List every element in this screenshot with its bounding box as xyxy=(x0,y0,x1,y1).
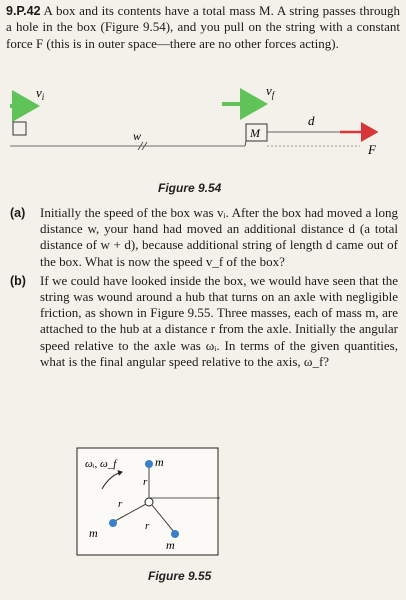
label-r-bottom: r xyxy=(145,520,150,532)
label-w: w xyxy=(133,129,142,143)
label-m-top: m xyxy=(155,455,164,469)
label-m-bottom: m xyxy=(166,538,175,552)
part-a-text: Initially the speed of the box was vᵢ. After the box had moved a long distance w, your hand had moved an additional distance d (a total distance of w + d), because additional string of length d came out of the box. What is now the speed v_f of the box? xyxy=(40,205,398,269)
label-r-left: r xyxy=(118,498,123,510)
label-vi: $v_i$ xyxy=(36,85,45,102)
figure-9-55 xyxy=(60,445,220,557)
figure-9-54 xyxy=(0,82,406,172)
problem-statement xyxy=(6,3,400,52)
part-b xyxy=(6,273,398,370)
part-b-label: (b) xyxy=(10,273,26,288)
label-r-top: r xyxy=(143,476,148,488)
hub xyxy=(145,498,153,506)
part-a xyxy=(6,205,398,270)
part-b-text: If we could have looked inside the box, we would have seen that the string was wound around a hub that turns on an axle with negligible friction, as shown in Figure 9.55. Three masses, each of mass m, are attached to the hub at a distance r from the axle. Initially the angular speed relative to the axle was ωᵢ. In terms of the given quantities, what is the final angular speed relative to the axis, ω_f? xyxy=(40,272,398,369)
label-F: F xyxy=(368,142,376,157)
figure-9-55-caption: Figure 9.55 xyxy=(148,569,212,583)
problem-text: A box and its contents have a total mass M. A string passes through a hole in the box (Figure 9.54), and you pull on the string with a constant force F (this is in outer space—there are no other forces acting). xyxy=(6,3,400,51)
label-vf: $v_f$ xyxy=(266,83,275,100)
label-m-left: m xyxy=(89,526,98,540)
label-M: M xyxy=(250,126,260,140)
question-parts xyxy=(6,205,398,373)
mass-ball xyxy=(145,460,153,468)
box-corner-tick xyxy=(245,141,246,146)
problem-number: 9.P.42 xyxy=(6,4,41,18)
mass-ball xyxy=(171,530,179,538)
part-a-label: (a) xyxy=(10,206,26,220)
figure-9-54-caption: Figure 9.54 xyxy=(158,181,222,195)
label-omega: ωᵢ, ω_f xyxy=(85,458,117,470)
mass-ball xyxy=(109,519,117,527)
label-d: d xyxy=(308,113,315,128)
box-initial xyxy=(13,122,26,135)
